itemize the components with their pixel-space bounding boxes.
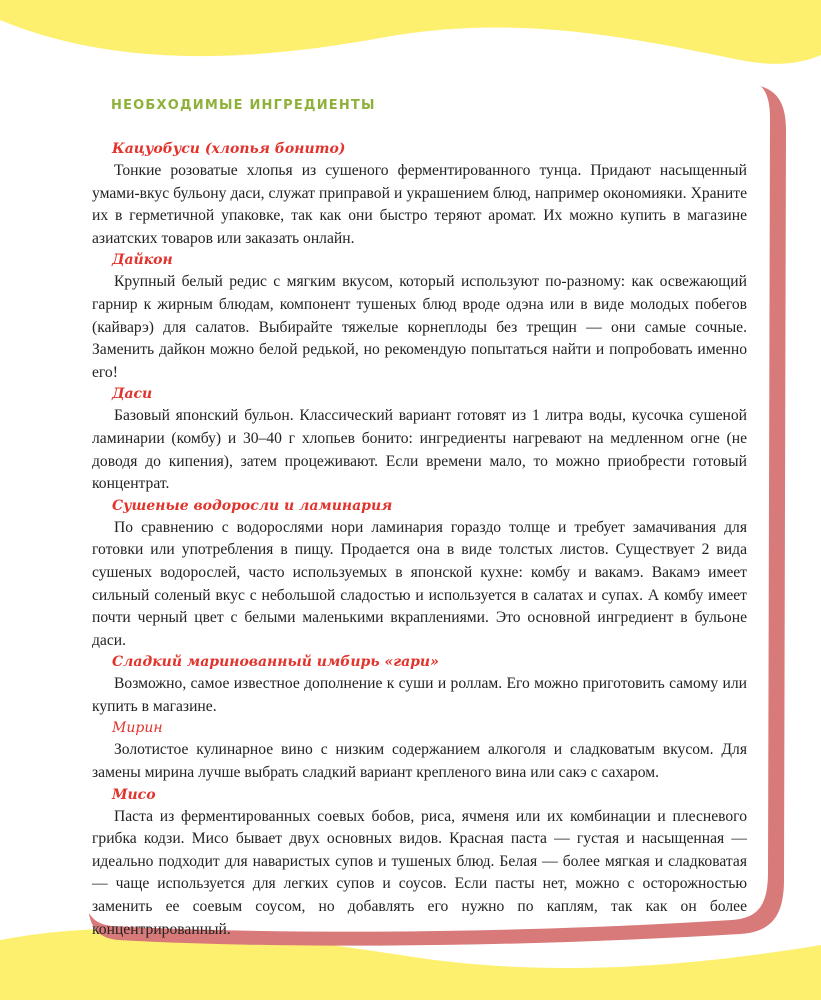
ingredient-gari xyxy=(92,652,747,718)
section-heading: НЕОБХОДИМЫЕ ИНГРЕДИЕНТЫ xyxy=(111,98,376,113)
ingredient-title: Сладкий маринованный имбирь «гари» xyxy=(112,654,439,671)
ingredient-title: Дайкон xyxy=(112,252,173,269)
ingredient-description: Крупный белый редис с мягким вкусом, который используют по-разному: как освежающий гарнир к жирным блюдам, компонент тушеных блюд вроде одэна или в виде молодых побегов (кайварэ) для салатов. Выбирайте тяжелые корнеплоды без трещин — они самые сочные. Заменить дайкон можно белой редькой, но рекомендую попытаться найти и попробовать именно его! xyxy=(92,273,747,381)
ingredient-title: Кацуобуси (хлопья бонито) xyxy=(112,141,346,157)
ingredient-title: Сушеные водоросли и ламинария xyxy=(112,497,393,514)
ingredient-daikon xyxy=(92,250,747,384)
ingredient-mirin xyxy=(92,718,747,784)
ingredient-seaweed xyxy=(92,496,747,653)
ingredient-title: Даси xyxy=(112,386,153,403)
ingredient-miso xyxy=(92,785,747,942)
ingredient-description: По сравнению с водорослями нори ламинария гораздо толще и требует замачивания для готовки или употребления в пищу. Продается она в виде толстых листов. Существует 2 вида сушеных водорослей, часто используемых в японской кухне: комбу и вакамэ. Вакамэ имеет сильный соленый вкус с небольшой сладостью и используется в салатах и супах. А комбу имеет почти черный цвет с белыми маленькими вкраплениями. Это основной ингредиент в бульоне даси. xyxy=(92,518,747,649)
ingredient-description: Паста из ферментированных соевых бобов, риса, ячменя или их комбинации и плесневого грибка кодзи. Мисо бывает двух основных видов. Красная паста — густая и насыщенная — идеально подходит для наваристых супов и тушеных блюд. Белая — более мягкая и сладковатая — чаще используется для легких супов и соусов. Если пасты нет, можно с осторожностью заменить ее соевым соусом, но добавлять его нужно по каплям, так как он более концентрированный. xyxy=(92,807,747,938)
ingredient-katsuobushi xyxy=(92,139,747,250)
ingredient-description: Тонкие розоватые хлопья из сушеного ферментированного тунца. Придают насыщенный умами-вкус бульону даси, служат приправой и украшением блюд, например окономияки. Храните их в герметичной упаковке, так как они быстро теряют аромат. Их можно купить в магазине азиатских товаров или заказать онлайн. xyxy=(92,162,747,247)
ingredient-description: Золотистое кулинарное вино с низким содержанием алкоголя и сладковатым вкусом. Для замены мирина лучше выбрать сладкий вариант крепленого вина или сакэ с сахаром. xyxy=(92,741,747,782)
ingredient-title: Мирин xyxy=(112,720,163,737)
page-content xyxy=(92,96,747,941)
ingredient-description: Базовый японский бульон. Классический вариант готовят из 1 литра воды, кусочка сушеной ламинарии (комбу) и 30–40 г хлопьев бонито: ингредиенты нагревают на медленном огне (не доводя до кипения), затем процеживают. Если времени мало, то можно приобрести готовый концентрат. xyxy=(92,407,747,493)
ingredient-description: Возможно, самое известное дополнение к суши и роллам. Его можно приготовить самому или купить в магазине. xyxy=(92,675,747,715)
ingredient-title: Мисо xyxy=(112,786,156,803)
ingredient-dashi xyxy=(92,384,747,495)
